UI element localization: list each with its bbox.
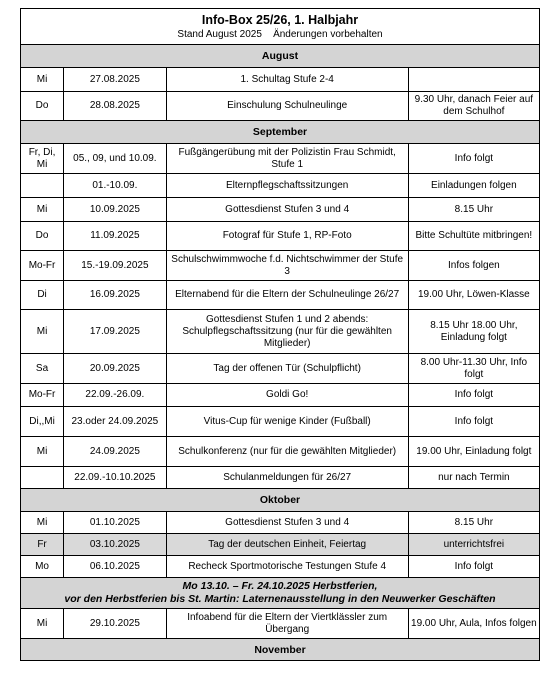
holiday-note-line2: vor den Herbstferien bis St. Martin: Laternenausstellung in den Neuwerker Geschäften bbox=[64, 593, 496, 605]
date-cell: 03.10.2025 bbox=[64, 534, 167, 556]
event-cell: Elternabend für die Eltern der Schulneulinge 26/27 bbox=[166, 281, 408, 310]
day-cell: Mo-Fr bbox=[21, 384, 64, 407]
date-cell: 20.09.2025 bbox=[64, 354, 167, 384]
info-cell: Infos folgen bbox=[408, 251, 539, 281]
table-row bbox=[21, 556, 540, 578]
page-subtitle bbox=[23, 28, 537, 42]
info-cell: nur nach Termin bbox=[408, 467, 539, 489]
event-cell: Gottesdienst Stufen 1 und 2 abends: Schulpflegschaftssitzung (nur für die gewählten Mitglieder) bbox=[166, 310, 408, 354]
info-cell: Info folgt bbox=[408, 144, 539, 174]
day-cell: Do bbox=[21, 222, 64, 251]
table-row bbox=[21, 92, 540, 121]
date-cell: 05., 09, und 10.09. bbox=[64, 144, 167, 174]
info-cell: unterrichtsfrei bbox=[408, 534, 539, 556]
day-cell bbox=[21, 467, 64, 489]
date-cell: 22.09.-26.09. bbox=[64, 384, 167, 407]
schedule-table bbox=[20, 8, 540, 661]
info-cell: Info folgt bbox=[408, 407, 539, 437]
event-cell: Goldi Go! bbox=[166, 384, 408, 407]
event-cell: Fußgängerübung mit der Polizistin Frau Schmidt, Stufe 1 bbox=[166, 144, 408, 174]
day-cell: Mi bbox=[21, 437, 64, 467]
event-cell: Schulkonferenz (nur für die gewählten Mitglieder) bbox=[166, 437, 408, 467]
event-cell: Recheck Sportmotorische Testungen Stufe 4 bbox=[166, 556, 408, 578]
holiday-note-line1: Mo 13.10. – Fr. 24.10.2025 Herbstferien, bbox=[182, 580, 378, 592]
event-cell: Schulschwimmwoche f.d. Nichtschwimmer der Stufe 3 bbox=[166, 251, 408, 281]
table-row bbox=[21, 310, 540, 354]
table-row bbox=[21, 407, 540, 437]
day-cell: Fr, Di, Mi bbox=[21, 144, 64, 174]
info-cell: Bitte Schultüte mitbringen! bbox=[408, 222, 539, 251]
day-cell: Mi bbox=[21, 198, 64, 222]
event-cell: Gottesdienst Stufen 3 und 4 bbox=[166, 512, 408, 534]
day-cell: Di,,Mi bbox=[21, 407, 64, 437]
info-cell: 8.15 Uhr 18.00 Uhr, Einladung folgt bbox=[408, 310, 539, 354]
date-cell: 15.-19.09.2025 bbox=[64, 251, 167, 281]
page-title: Info-Box 25/26, 1. Halbjahr bbox=[201, 13, 359, 27]
info-cell: 19.00 Uhr, Löwen-Klasse bbox=[408, 281, 539, 310]
date-cell: 01.-10.09. bbox=[64, 174, 167, 198]
info-cell: Info folgt bbox=[408, 556, 539, 578]
day-cell: Mi bbox=[21, 310, 64, 354]
date-cell: 23.oder 24.09.2025 bbox=[64, 407, 167, 437]
table-row bbox=[21, 174, 540, 198]
section-header-august: August bbox=[21, 45, 540, 68]
table-row bbox=[21, 609, 540, 639]
section-header-november: November bbox=[21, 639, 540, 661]
disclaimer: Änderungen vorbehalten bbox=[273, 29, 383, 40]
day-cell: Fr bbox=[21, 534, 64, 556]
header-cell bbox=[21, 9, 540, 45]
date-cell: 28.08.2025 bbox=[64, 92, 167, 121]
section-header-september: September bbox=[21, 121, 540, 144]
section-header-oktober: Oktober bbox=[21, 489, 540, 512]
day-cell: Do bbox=[21, 92, 64, 121]
info-cell: 8.15 Uhr bbox=[408, 512, 539, 534]
holiday-note bbox=[21, 578, 540, 609]
holiday-note-row bbox=[21, 578, 540, 609]
date-cell: 29.10.2025 bbox=[64, 609, 167, 639]
table-row bbox=[21, 281, 540, 310]
day-cell: Sa bbox=[21, 354, 64, 384]
event-cell: Schulanmeldungen für 26/27 bbox=[166, 467, 408, 489]
date-cell: 16.09.2025 bbox=[64, 281, 167, 310]
info-cell: 19.00 Uhr, Aula, Infos folgen bbox=[408, 609, 539, 639]
event-cell: 1. Schultag Stufe 2-4 bbox=[166, 68, 408, 92]
table-row bbox=[21, 467, 540, 489]
info-cell: 8.00 Uhr-11.30 Uhr, Info folgt bbox=[408, 354, 539, 384]
date-cell: 10.09.2025 bbox=[64, 198, 167, 222]
table-row bbox=[21, 512, 540, 534]
info-cell: Info folgt bbox=[408, 384, 539, 407]
event-cell: Gottesdienst Stufen 3 und 4 bbox=[166, 198, 408, 222]
day-cell: Mo-Fr bbox=[21, 251, 64, 281]
date-cell: 27.08.2025 bbox=[64, 68, 167, 92]
table-row bbox=[21, 354, 540, 384]
day-cell: Mi bbox=[21, 512, 64, 534]
table-row bbox=[21, 144, 540, 174]
date-cell: 11.09.2025 bbox=[64, 222, 167, 251]
info-cell bbox=[408, 68, 539, 92]
event-cell: Tag der offenen Tür (Schulpflicht) bbox=[166, 354, 408, 384]
date-cell: 24.09.2025 bbox=[64, 437, 167, 467]
table-row bbox=[21, 384, 540, 407]
table-row bbox=[21, 251, 540, 281]
info-cell: Einladungen folgen bbox=[408, 174, 539, 198]
stand-date: Stand August 2025 bbox=[177, 29, 262, 40]
info-cell: 19.00 Uhr, Einladung folgt bbox=[408, 437, 539, 467]
event-cell: Infoabend für die Eltern der Viertklässler zum Übergang bbox=[166, 609, 408, 639]
table-row bbox=[21, 222, 540, 251]
day-cell: Mi bbox=[21, 68, 64, 92]
date-cell: 17.09.2025 bbox=[64, 310, 167, 354]
date-cell: 01.10.2025 bbox=[64, 512, 167, 534]
day-cell: Di bbox=[21, 281, 64, 310]
event-cell: Vitus-Cup für wenige Kinder (Fußball) bbox=[166, 407, 408, 437]
table-row-highlighted bbox=[21, 534, 540, 556]
event-cell: Tag der deutschen Einheit, Feiertag bbox=[166, 534, 408, 556]
day-cell: Mi bbox=[21, 609, 64, 639]
table-row bbox=[21, 437, 540, 467]
event-cell: Einschulung Schulneulinge bbox=[166, 92, 408, 121]
day-cell bbox=[21, 174, 64, 198]
info-cell: 9.30 Uhr, danach Feier auf dem Schulhof bbox=[408, 92, 539, 121]
event-cell: Elternpflegschaftssitzungen bbox=[166, 174, 408, 198]
info-cell: 8.15 Uhr bbox=[408, 198, 539, 222]
date-cell: 22.09.-10.10.2025 bbox=[64, 467, 167, 489]
day-cell: Mo bbox=[21, 556, 64, 578]
event-cell: Fotograf für Stufe 1, RP-Foto bbox=[166, 222, 408, 251]
table-row bbox=[21, 68, 540, 92]
date-cell: 06.10.2025 bbox=[64, 556, 167, 578]
info-box-document bbox=[20, 8, 540, 661]
header-row bbox=[21, 9, 540, 45]
table-row bbox=[21, 198, 540, 222]
